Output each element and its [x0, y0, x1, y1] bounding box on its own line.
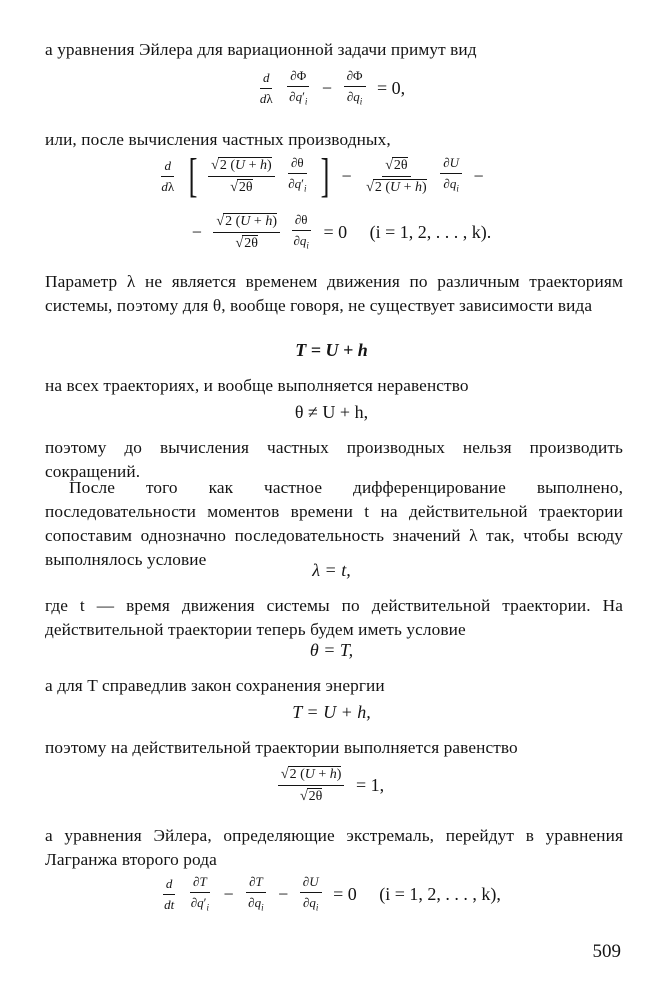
paragraph: поэтому до вычисления частных производных нельзя производить сокращений.: [45, 438, 623, 481]
paragraph: а уравнения Эйлера для вариационной задачи примут вид: [45, 40, 477, 59]
paragraph: После того как частное дифференцирование выполнено, последовательности моментов времени t на действительной траектории сопоставим однозначно последовательность значений λ так, чтобы всюду выполнялось условие: [45, 478, 623, 569]
equation-energy: T = U + h: [295, 340, 368, 360]
equation-lambda-t: λ = t,: [312, 560, 351, 580]
equation-ratio-one: $\frac{√2 (U + h)}{√2\theta}$ = 1,: [0, 766, 663, 805]
paragraph: а уравнения Эйлера, определяющие экстремаль, перейдут в уравнения Лагранжа второго рода: [45, 826, 623, 869]
equation-euler-expanded-line1: $\frac{d}{d\lambda}$ [ $\frac{√2 (U + h)}{√2\theta}$ $\frac{\partial\theta}{\partial q'_i}$ ] − $\frac{√2\theta}{√2 (U + h)}$ $\frac{\partial U}{\partial q_i}$ −: [161, 149, 484, 202]
paragraph: или, после вычисления частных производных,: [45, 130, 391, 149]
equation-lagrange: $\frac{d}{dt}$ $\frac{\partial T}{\partial q'_i}$ − $\frac{\partial T}{\partial q_i}$ − $\frac{\partial U}{\partial q_i}$ = 0 (i = 1, 2, . . . , k),: [164, 874, 501, 913]
paragraph: Параметр λ не является временем движения по различным траекториям системы, поэтому для θ, вообще говоря, не существует зависимости вида: [45, 272, 623, 315]
equation-inequality: θ ≠ U + h,: [294, 402, 369, 422]
paragraph: где t — время движения системы по действительной траектории. На действительной траектории теперь будем иметь условие: [45, 596, 623, 639]
paragraph: на всех траекториях, и вообще выполняется неравенство: [45, 376, 469, 395]
paragraph: поэтому на действительной траектории выполняется равенство: [45, 738, 518, 757]
equation-energy-conservation: T = U + h,: [292, 702, 371, 722]
equation-euler-expanded-line2: − $\frac{√2 (U + h)}{√2\theta}$ $\frac{\partial\theta}{\partial q_i}$ = 0 (i = 1, 2, . . . , k).: [191, 212, 492, 252]
page-number: 509: [592, 941, 621, 962]
equation-euler: $\frac{d}{d\lambda}$ $\frac{\partial\Phi}{\partial q'_i}$ − $\frac{\partial\Phi}{\partial q_i}$ = 0,: [259, 68, 406, 107]
equation-theta-t: θ = T,: [309, 640, 354, 660]
paragraph: а для T справедлив закон сохранения энергии: [45, 676, 385, 695]
